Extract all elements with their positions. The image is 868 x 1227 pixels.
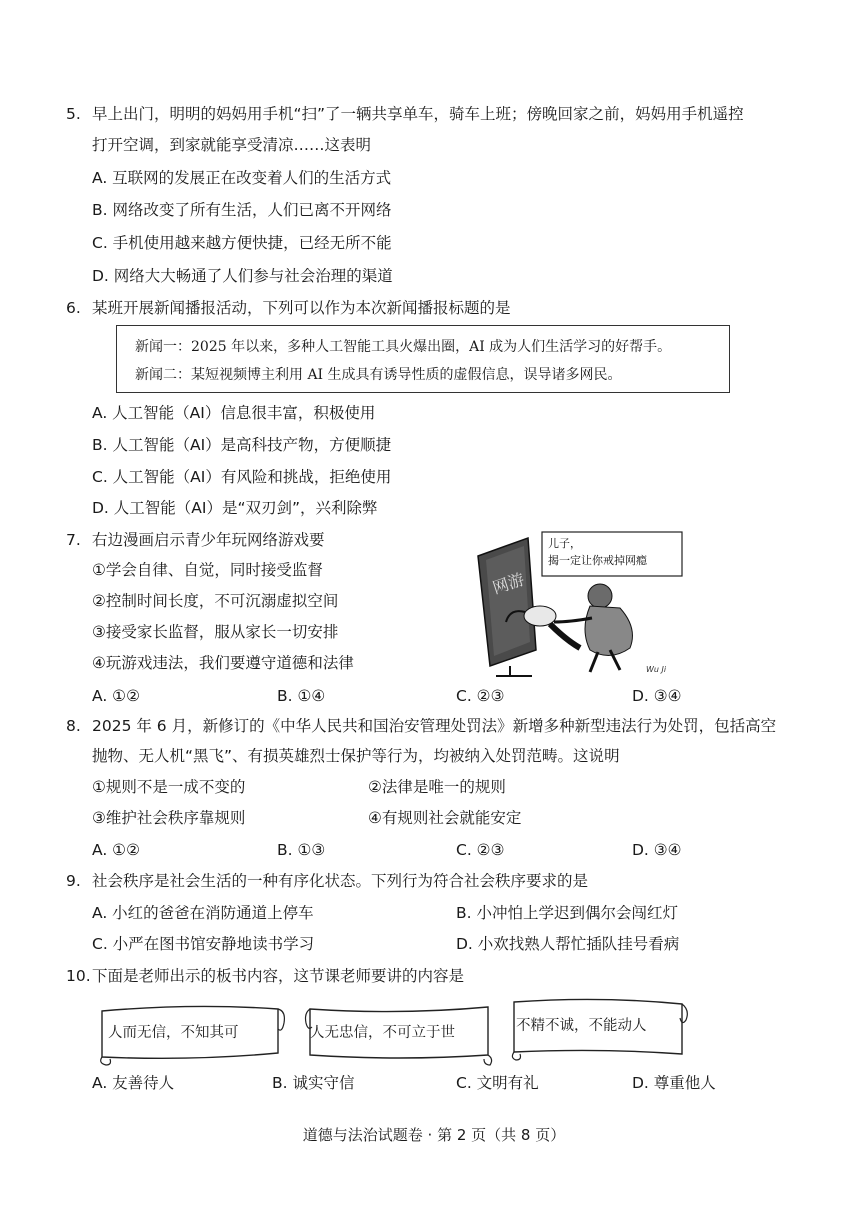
option-b: B. ①③ bbox=[277, 841, 326, 859]
question-number: 5. bbox=[66, 105, 81, 123]
banner-text: 人而无信，不知其可 bbox=[108, 1025, 239, 1041]
page-footer: 道德与法治试题卷 · 第 2 页（共 8 页） bbox=[302, 1126, 566, 1144]
news-box bbox=[116, 325, 730, 393]
option-a: A. 小红的爸爸在消防通道上停车 bbox=[92, 904, 314, 922]
question-stem: 社会秩序是社会生活的一种有序化状态。下列行为符合社会秩序要求的是 bbox=[92, 872, 589, 890]
banner-text: 不精不诚，不能动人 bbox=[516, 1018, 647, 1034]
option-d: D. 人工智能（AI）是“双刃剑”，兴利除弊 bbox=[92, 499, 378, 517]
option-b: B. 人工智能（AI）是高科技产物，方便顺捷 bbox=[92, 436, 392, 454]
question-stem-line-1: 2025 年 6 月，新修订的《中华人民共和国治安管理处罚法》新增多种新型违法行为处罚，包括高空 bbox=[92, 717, 777, 735]
sign-text: 网游 bbox=[490, 569, 527, 598]
statement-3: ③维护社会秩序靠规则 bbox=[92, 809, 246, 827]
option-b: B. 小冲怕上学迟到偶尔会闯红灯 bbox=[456, 904, 678, 922]
parent-figure bbox=[554, 584, 632, 672]
question-stem-line-1: 早上出门，明明的妈妈用手机“扫”了一辆共享单车，骑车上班；傍晚回家之前，妈妈用手机遥控 bbox=[92, 105, 744, 123]
option-a: A. 人工智能（AI）信息很丰富，积极使用 bbox=[92, 404, 376, 422]
question-stem: 右边漫画启示青少年玩网络游戏要 bbox=[92, 531, 325, 549]
statement-4: ④玩游戏违法，我们要遵守道德和法律 bbox=[92, 654, 354, 672]
statement-2: ②控制时间长度，不可沉溺虚拟空间 bbox=[92, 592, 339, 610]
scroll-banner-3 bbox=[510, 996, 690, 1062]
statement-2: ②法律是唯一的规则 bbox=[368, 778, 506, 796]
news-item-1: 新闻一：2025 年以来，多种人工智能工具火爆出圈，AI 成为人们生活学习的好帮手。 bbox=[135, 339, 672, 355]
option-b: B. 网络改变了所有生活，人们已离不开网络 bbox=[92, 201, 392, 219]
question-stem-line-2: 抛物、无人机“黑飞”、有损英雄烈士保护等行为，均被纳入处罚范畴。这说明 bbox=[92, 747, 620, 765]
statement-4: ④有规则社会就能安定 bbox=[368, 809, 522, 827]
scroll-banner-2 bbox=[304, 1003, 496, 1067]
scroll-banner-1 bbox=[98, 1003, 288, 1067]
option-b: B. 诚实守信 bbox=[272, 1074, 355, 1092]
option-d: D. ③④ bbox=[632, 841, 682, 859]
option-d: D. ③④ bbox=[632, 687, 682, 705]
option-c: C. ②③ bbox=[456, 687, 505, 705]
option-a: A. 互联网的发展正在改变着人们的生活方式 bbox=[92, 169, 392, 187]
banner-text: 人无忠信，不可立于世 bbox=[310, 1025, 455, 1041]
question-number: 10. bbox=[66, 967, 91, 985]
option-c: C. ②③ bbox=[456, 841, 505, 859]
question-stem-line-2: 打开空调，到家就能享受清凉……这表明 bbox=[92, 136, 372, 154]
option-d: D. 小欢找熟人帮忙插队挂号看病 bbox=[456, 935, 680, 953]
statement-1: ①学会自律、自觉，同时接受监督 bbox=[92, 561, 323, 579]
question-stem: 下面是老师出示的板书内容，这节课老师要讲的内容是 bbox=[92, 967, 465, 985]
question-number: 9. bbox=[66, 872, 81, 890]
option-c: C. 小严在图书馆安静地读书学习 bbox=[92, 935, 315, 953]
option-d: D. 尊重他人 bbox=[632, 1074, 716, 1092]
statement-3: ③接受家长监督，服从家长一切安排 bbox=[92, 623, 339, 641]
option-a: A. 友善待人 bbox=[92, 1074, 175, 1092]
option-d: D. 网络大大畅通了人们参与社会治理的渠道 bbox=[92, 267, 393, 285]
statement-1: ①规则不是一成不变的 bbox=[92, 778, 246, 796]
question-number: 8. bbox=[66, 717, 81, 735]
question-number: 6. bbox=[66, 299, 81, 317]
news-item-2: 新闻二：某短视频博主利用 AI 生成具有诱导性质的虚假信息，误导诸多网民。 bbox=[135, 367, 622, 383]
cartoon-caption-2: 揭一定让你戒掉网瘾 bbox=[548, 554, 647, 567]
option-c: C. 手机使用越来越方便快捷，已经无所不能 bbox=[92, 234, 392, 252]
option-a: A. ①② bbox=[92, 687, 140, 705]
option-b: B. ①④ bbox=[277, 687, 326, 705]
cartoon-signature: Wu Ji bbox=[646, 665, 667, 674]
cartoon-caption-1: 儿子， bbox=[548, 537, 581, 550]
option-a: A. ①② bbox=[92, 841, 140, 859]
question-number: 7. bbox=[66, 531, 81, 549]
game-sign bbox=[478, 538, 536, 676]
question-stem: 某班开展新闻播报活动，下列可以作为本次新闻播报标题的是 bbox=[92, 299, 511, 317]
cartoon-illustration bbox=[470, 530, 685, 680]
option-c: C. 文明有礼 bbox=[456, 1074, 539, 1092]
option-c: C. 人工智能（AI）有风险和挑战，拒绝使用 bbox=[92, 468, 392, 486]
